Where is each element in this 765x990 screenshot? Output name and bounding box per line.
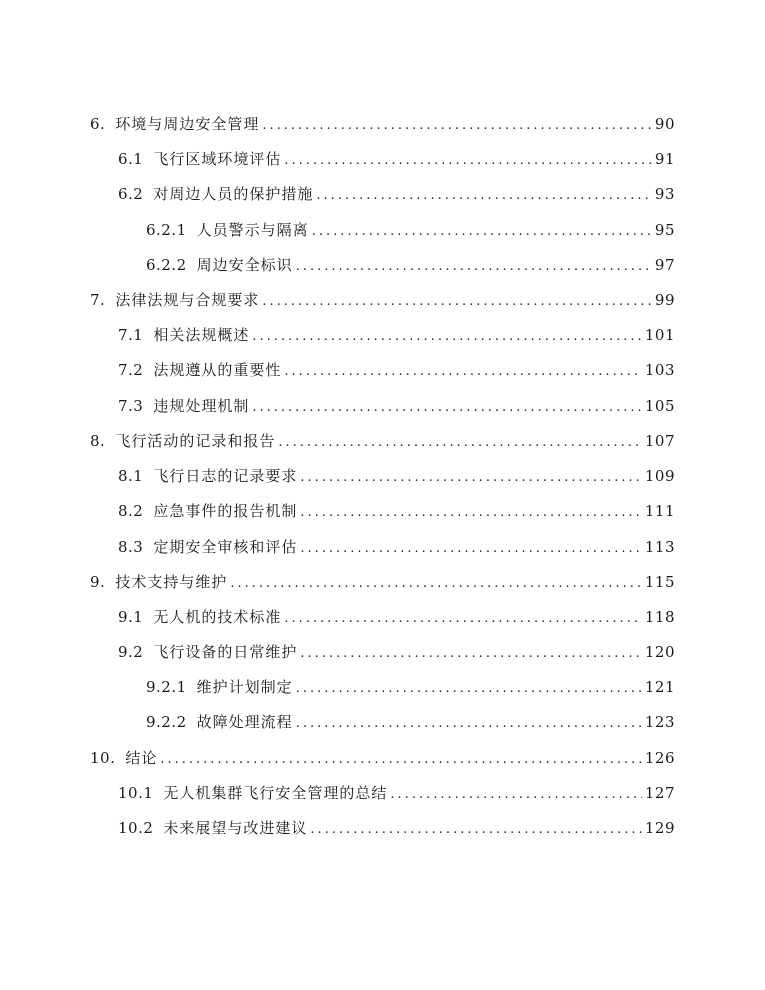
toc-entry-title: 飞行设备的日常维护 [153, 643, 298, 661]
toc-entry-title: 相关法规概述 [153, 326, 250, 344]
toc-entry-number: 10.2 [118, 819, 154, 837]
toc-entry-page: 90 [654, 115, 675, 133]
toc-entry-number: 6.1 [118, 150, 144, 168]
dot-leader [278, 431, 642, 455]
toc-entry-title: 环境与周边安全管理 [115, 115, 260, 133]
toc-entry[interactable] [118, 781, 675, 805]
toc-entry[interactable] [118, 499, 675, 523]
dot-leader [300, 501, 641, 525]
toc-entry-page: 103 [644, 361, 675, 379]
toc-entry[interactable] [118, 358, 675, 382]
toc-entry-title: 维护计划制定 [196, 678, 293, 696]
dot-leader [300, 642, 641, 666]
toc-entry-title: 飞行区域环境评估 [153, 150, 282, 168]
toc-entry-number: 6. [90, 115, 106, 133]
toc-entry[interactable] [90, 570, 675, 594]
toc-entry-page: 109 [644, 467, 675, 485]
toc-entry-page: 120 [644, 643, 675, 661]
toc-entry-page: 111 [644, 502, 675, 520]
toc-entry-number: 6.2.1 [146, 221, 187, 239]
toc-entry-title: 定期安全审核和评估 [153, 538, 298, 556]
toc-entry-title: 飞行活动的记录和报告 [115, 432, 276, 450]
dot-leader [160, 748, 641, 772]
toc-entry-title: 无人机集群飞行安全管理的总结 [163, 784, 388, 802]
toc-entry-number: 9.2.2 [146, 713, 187, 731]
toc-entry-title: 结论 [125, 749, 158, 767]
toc-entry-title: 对周边人员的保护措施 [153, 185, 314, 203]
toc-entry-title: 无人机的技术标准 [153, 608, 282, 626]
toc-entry-page: 93 [654, 185, 675, 203]
toc-entry[interactable] [146, 218, 675, 242]
toc-entry[interactable] [118, 394, 675, 418]
toc-entry[interactable] [118, 816, 675, 840]
dot-leader [296, 677, 642, 701]
toc-entry-title: 法律法规与合规要求 [115, 291, 260, 309]
toc-entry-title: 飞行日志的记录要求 [153, 467, 298, 485]
toc-entry-page: 113 [644, 538, 675, 556]
toc-entry-page: 91 [654, 150, 675, 168]
toc-entry[interactable] [118, 535, 675, 559]
toc-entry-page: 101 [644, 326, 675, 344]
toc-entry-page: 105 [644, 397, 675, 415]
toc-entry-title: 法规遵从的重要性 [153, 361, 282, 379]
toc-entry[interactable] [118, 640, 675, 664]
toc-entry[interactable] [146, 675, 675, 699]
toc-entry-number: 8.2 [118, 502, 144, 520]
toc-entry-page: 118 [644, 608, 675, 626]
toc-entry-number: 9.1 [118, 608, 144, 626]
toc-entry[interactable] [90, 429, 675, 453]
dot-leader [316, 184, 652, 208]
toc-entry-page: 95 [654, 221, 675, 239]
dot-leader [296, 712, 642, 736]
toc-entry[interactable] [146, 710, 675, 734]
dot-leader [284, 149, 652, 173]
toc-entry-page: 126 [644, 749, 675, 767]
toc-entry[interactable] [118, 464, 675, 488]
dot-leader [310, 818, 641, 842]
toc-entry-number: 7. [90, 291, 106, 309]
toc-entry-page: 107 [644, 432, 675, 450]
toc-entry[interactable] [90, 112, 675, 136]
dot-leader [296, 255, 652, 279]
toc-entry-number: 7.3 [118, 397, 144, 415]
toc-entry-number: 9.2.1 [146, 678, 187, 696]
dot-leader [312, 220, 652, 244]
toc-entry[interactable] [90, 746, 675, 770]
toc-entry[interactable] [118, 147, 675, 171]
dot-leader [284, 607, 641, 631]
dot-leader [284, 360, 641, 384]
toc-entry-title: 应急事件的报告机制 [153, 502, 298, 520]
dot-leader [262, 114, 652, 138]
toc-entry-page: 99 [654, 291, 675, 309]
dot-leader [300, 466, 641, 490]
toc-entry-page: 97 [654, 256, 675, 274]
dot-leader [252, 325, 641, 349]
toc-entry-number: 8.1 [118, 467, 144, 485]
toc-entry-number: 8.3 [118, 538, 144, 556]
toc-entry-number: 7.2 [118, 361, 144, 379]
toc-entry-number: 9. [90, 573, 106, 591]
dot-leader [300, 537, 641, 561]
toc-entry-title: 违规处理机制 [153, 397, 250, 415]
dot-leader [390, 783, 641, 807]
toc-entry[interactable] [146, 253, 675, 277]
toc-entry-page: 127 [644, 784, 675, 802]
dot-leader [252, 396, 641, 420]
toc-entry-title: 周边安全标识 [196, 256, 293, 274]
toc-entry-number: 8. [90, 432, 106, 450]
toc-entry-number: 6.2 [118, 185, 144, 203]
toc-entry-page: 123 [644, 713, 675, 731]
toc-entry-page: 115 [644, 573, 675, 591]
toc-entry-page: 121 [644, 678, 675, 696]
toc-entry[interactable] [118, 605, 675, 629]
toc-entry[interactable] [118, 182, 675, 206]
toc-entry-title: 技术支持与维护 [115, 573, 228, 591]
toc-entry-number: 7.1 [118, 326, 144, 344]
toc-entry-number: 10. [90, 749, 116, 767]
toc-entry[interactable] [90, 288, 675, 312]
dot-leader [262, 290, 652, 314]
toc-entry-number: 9.2 [118, 643, 144, 661]
dot-leader [230, 572, 642, 596]
toc-entry[interactable] [118, 323, 675, 347]
toc-entry-page: 129 [644, 819, 675, 837]
toc-entry-title: 人员警示与隔离 [196, 221, 309, 239]
toc-entry-title: 未来展望与改进建议 [163, 819, 308, 837]
toc-entry-title: 故障处理流程 [196, 713, 293, 731]
toc-entry-number: 10.1 [118, 784, 154, 802]
toc-entry-number: 6.2.2 [146, 256, 187, 274]
